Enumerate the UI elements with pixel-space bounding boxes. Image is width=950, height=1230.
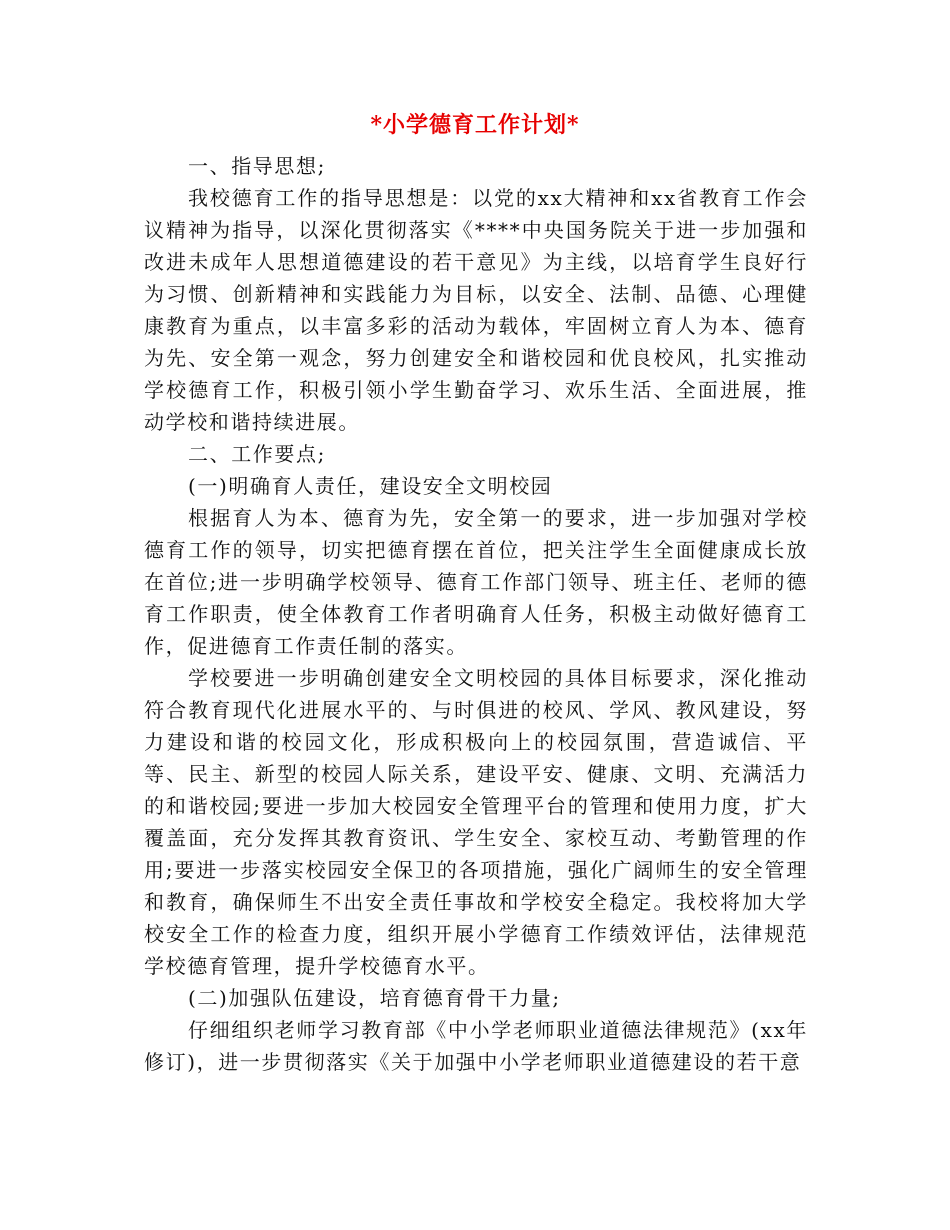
paragraph-guiding-ideology: 我校德育工作的指导思想是：以党的xx大精神和xx省教育工作会议精神为指导，以深化贯彻落实《****中央国务院关于进一步加强和改进未成年人思想道德建设的若干意见》为主线，以培育学生良好行为习惯、创新精神和实践能力为目标，以安全、法制、品德、心理健康教育为重点，以丰富多彩的活动为载体，牢固树立育人为本、德育为先、安全第一观念，努力创建安全和谐校园和优良校风，扎实推动学校德育工作，积极引领小学生勤奋学习、欢乐生活、全面进展，推动学校和谐持续进展。 [144,186,808,434]
paragraph-team-building: 仔细组织老师学习教育部《中小学老师职业道德法律规范》(xx年修订)，进一步贯彻落实《关于加强中小学老师职业道德建设的若干意 [144,1018,808,1074]
document-title: *小学德育工作计划* [370,112,580,138]
paragraph-safe-campus: 学校要进一步明确创建安全文明校园的具体目标要求，深化推动符合教育现代化进展水平的、与时俱进的校风、学风、教风建设，努力建设和谐的校园文化，形成积极向上的校园氛围，营造诚信、平等、民主、新型的校园人际关系，建设平安、健康、文明、充满活力的和谐校园;要进一步加大校园安全管理平台的管理和使用力度，扩大覆盖面，充分发挥其教育资讯、学生安全、家校互动、考勤管理的作用;要进一步落实校园安全保卫的各项措施，强化广阔师生的安全管理和教育，确保师生不出安全责任事故和学校安全稳定。我校将加大学校安全工作的检查力度，组织开展小学德育工作绩效评估，法律规范学校德育管理，提升学校德育水平。 [144,666,808,978]
document-body [144,150,808,1078]
subheading-responsibility: (一)明确育人责任，建设安全文明校园 [188,474,553,498]
section-heading-work-points: 二、工作要点; [188,442,326,466]
paragraph-responsibility: 根据育人为本、德育为先，安全第一的要求，进一步加强对学校德育工作的领导，切实把德育摆在首位，把关注学生全面健康成长放在首位;进一步明确学校领导、德育工作部门领导、班主任、老师的德育工作职责，使全体教育工作者明确育人任务，积极主动做好德育工作，促进德育工作责任制的落实。 [144,506,808,658]
subheading-team-building: (二)加强队伍建设，培育德育骨干力量; [188,986,561,1010]
section-heading-guiding-ideology: 一、指导思想; [188,154,326,178]
